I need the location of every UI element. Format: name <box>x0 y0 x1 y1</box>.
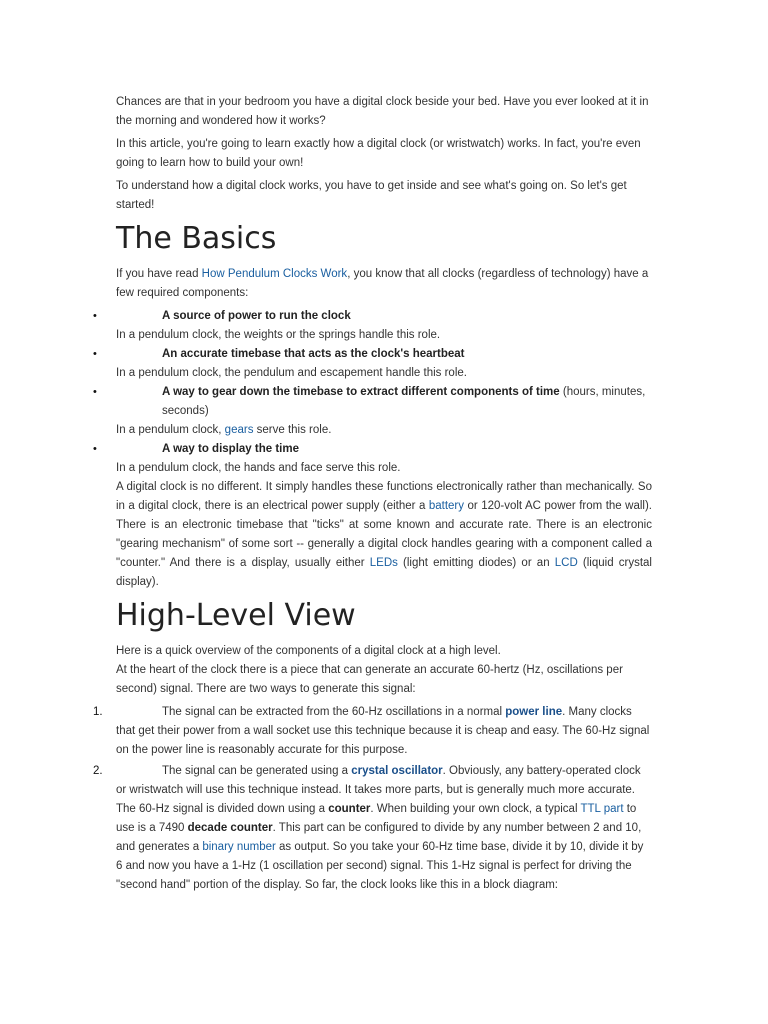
pendulum-note-text: In a pendulum clock, the hands and face serve this role. <box>116 462 401 474</box>
method-text-end: as output. So you take your 60-Hz time base, divide it by 10, divide it by 6 and now you have a 1-Hz (1 oscillation per second) signal. This 1-Hz signal is perfect for driving the "second hand" portion of the display. So far, the clock looks like this in a block diagram: <box>116 841 644 891</box>
bullet-icon: • <box>93 348 97 360</box>
basics-lead-text: If you have read <box>116 268 202 280</box>
pendulum-note-text: In a pendulum clock, <box>116 424 225 436</box>
components-list <box>93 307 652 478</box>
basics-lead-text-end: , you know that all clocks (regardless of technology) have a few required components: <box>116 268 649 299</box>
gears-link[interactable]: gears <box>224 424 254 436</box>
method-text: . When building your own clock, a typical <box>370 803 581 815</box>
method-text-end: . Many clocks that get their power from a wall socket use this technique because it is cheap and easy. The 60-Hz signal on the power line is reasonably accurate for this purpose. <box>116 706 650 756</box>
article-body <box>93 93 652 895</box>
binary-number-link[interactable]: binary number <box>202 841 276 853</box>
signal-method-item <box>93 703 652 760</box>
lcd-link[interactable]: LCD <box>554 557 578 569</box>
method-text: . This part can be configured to divide by any number between 2 and 10, and generates a <box>116 822 642 853</box>
component-heading: An accurate timebase that acts as the clock's heartbeat <box>162 348 465 360</box>
component-heading: A way to gear down the timebase to extract different components of time <box>162 386 560 398</box>
method-text: The signal can be generated using a <box>162 765 352 777</box>
digital-text-1: A digital clock is no different. It simply handles these functions electronically rather than mechanically. So in a digital clock, there is an electrical power supply (either a <box>116 481 652 512</box>
component-item <box>93 440 652 478</box>
method-text: to use is a 7490 <box>116 803 637 834</box>
component-heading: A way to display the time <box>162 443 299 455</box>
method-text: . Obviously, any battery-operated clock or wristwatch will use this technique instead. It takes more parts, but is generally much more accurate. The 60-Hz signal is divided down using a <box>116 765 641 815</box>
component-item <box>93 307 652 345</box>
digital-text-4: (liquid crystal display). <box>116 557 652 588</box>
digital-text-3: (light emitting diodes) or an <box>397 557 555 569</box>
bullet-icon: • <box>93 443 97 455</box>
intro-paragraph-3: To understand how a digital clock works, you have to get inside and see what's going on. So let's get started! <box>116 180 627 211</box>
basics-heading: The Basics <box>116 221 277 256</box>
digital-text-2: or 120-volt AC power from the wall). There is an electronic timebase that "ticks" at some known and accurate rate. There is an electronic "gearing mechanism" of some sort -- generally a digital clock handles gearing with a component called a "counter." And there is a display, usually either <box>116 500 652 569</box>
battery-link[interactable]: battery <box>428 500 464 512</box>
digital-clock-paragraph <box>116 478 652 592</box>
crystal-oscillator-term: crystal oscillator <box>351 765 443 777</box>
ttl-part-link[interactable]: TTL part <box>580 803 624 815</box>
power-line-term: power line <box>505 706 563 718</box>
component-pendulum-note <box>116 364 652 383</box>
leds-link[interactable]: LEDs <box>369 557 398 569</box>
component-heading: A source of power to run the clock <box>162 310 351 322</box>
signal-methods-list <box>93 703 652 895</box>
pendulum-clocks-link[interactable]: How Pendulum Clocks Work <box>201 268 348 280</box>
bullet-icon: • <box>93 386 97 398</box>
intro-paragraph-2: In this article, you're going to learn exactly how a digital clock (or wristwatch) works. In fact, you're even going to learn how to build your own! <box>116 138 641 169</box>
counter-term: counter <box>328 803 371 815</box>
component-item <box>93 383 652 440</box>
high-level-heading: High-Level View <box>116 598 356 633</box>
bullet-icon: • <box>93 310 97 322</box>
high-level-paragraph-2: At the heart of the clock there is a piece that can generate an accurate 60-hertz (Hz, oscillations per second) signal. There are two ways to generate this signal: <box>116 664 623 695</box>
component-heading-note: (hours, minutes, seconds) <box>162 386 646 417</box>
component-pendulum-note <box>116 421 652 440</box>
component-pendulum-note <box>116 459 652 478</box>
component-item <box>93 345 652 383</box>
pendulum-note-text: In a pendulum clock, the pendulum and escapement handle this role. <box>116 367 467 379</box>
high-level-paragraph-1: Here is a quick overview of the components of a digital clock at a high level. <box>116 645 501 657</box>
list-number: 2. <box>93 765 103 777</box>
pendulum-note-text-end: serve this role. <box>253 424 332 436</box>
method-text: The signal can be extracted from the 60-Hz oscillations in a normal <box>162 706 506 718</box>
decade-counter-term: decade counter <box>187 822 273 834</box>
pendulum-note-text: In a pendulum clock, the weights or the springs handle this role. <box>116 329 441 341</box>
signal-method-item <box>93 762 652 895</box>
component-pendulum-note <box>116 326 652 345</box>
basics-lead <box>116 265 652 303</box>
intro-paragraph-1: Chances are that in your bedroom you have a digital clock beside your bed. Have you ever looked at it in the morning and wondered how it works? <box>116 96 649 127</box>
list-number: 1. <box>93 706 103 718</box>
